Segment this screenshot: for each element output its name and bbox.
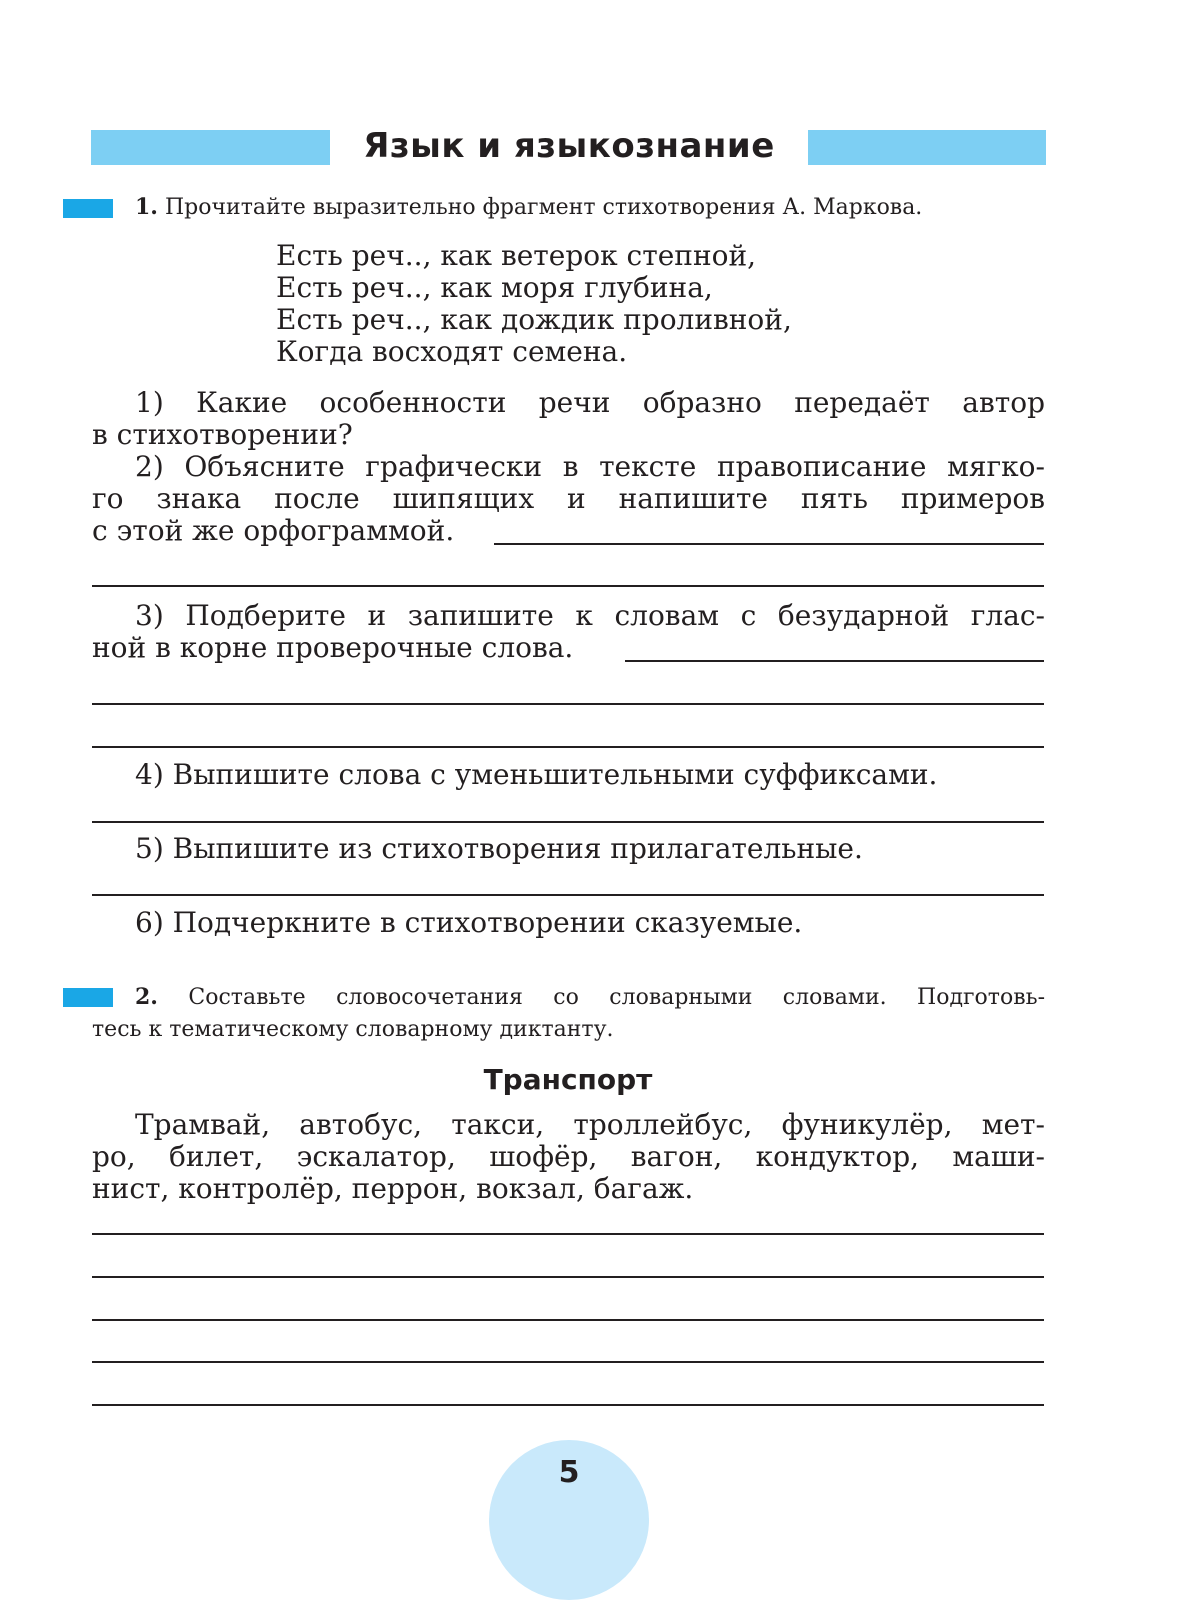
answer-line[interactable]: [92, 1233, 1044, 1235]
answer-line[interactable]: [92, 585, 1044, 587]
poem-line: Когда восходят семена.: [276, 335, 628, 368]
task-2-instruction-line-1: [135, 984, 1045, 1010]
task-1-number: 1.: [135, 194, 158, 220]
task-1-marker: [63, 199, 113, 218]
answer-line[interactable]: [494, 543, 1044, 545]
answer-line[interactable]: [92, 1404, 1044, 1406]
header-bar-left: [91, 130, 330, 165]
page-number: 5: [558, 1455, 580, 1490]
question-3-line-2: ной в корне проверочные слова.: [92, 631, 574, 664]
vocabulary-line-2: ро, билет, эскалатор, шофёр, вагон, кондуктор, маши-: [92, 1140, 1045, 1173]
question-2-line-1: 2) Объясните графически в тексте правописание мягко-: [135, 450, 1045, 483]
task-2-number: 2.: [135, 984, 158, 1010]
answer-line[interactable]: [92, 1319, 1044, 1321]
task-2-marker: [63, 988, 113, 1007]
poem-line: Есть реч.., как дождик проливной,: [276, 303, 792, 336]
vocabulary-line-1: Трамвай, автобус, такси, троллейбус, фуникулёр, мет-: [135, 1108, 1045, 1141]
task-2-instruction-line-2: тесь к тематическому словарному диктанту.: [92, 1017, 614, 1042]
poem: [276, 240, 792, 368]
vocabulary-line-3: нист, контролёр, перрон, вокзал, багаж.: [92, 1172, 694, 1205]
poem-line: Есть реч.., как ветерок степной,: [276, 239, 757, 272]
question-2-line-2: го знака после шипящих и напишите пять примеров: [92, 482, 1045, 515]
answer-line[interactable]: [625, 660, 1044, 662]
section-subtitle: Транспорт: [483, 1063, 653, 1096]
poem-line: Есть реч.., как моря глубина,: [276, 271, 713, 304]
page-title: Язык и языкознание: [363, 126, 775, 166]
answer-line[interactable]: [92, 1361, 1044, 1363]
question-1-line-1: 1) Какие особенности речи образно передаёт автор: [135, 386, 1045, 419]
header-bar-right: [808, 130, 1046, 165]
question-6: 6) Подчеркните в стихотворении сказуемые.: [135, 906, 803, 939]
question-2-line-3: с этой же орфограммой.: [92, 514, 455, 547]
task-2-instruction-text: Составьте словосочетания со словарными словами. Подготовь-: [188, 985, 1045, 1010]
question-4: 4) Выпишите слова с уменьшительными суффиксами.: [135, 758, 938, 791]
question-3-line-1: 3) Подберите и запишите к словам с безударной глас-: [135, 599, 1045, 632]
question-5: 5) Выпишите из стихотворения прилагательные.: [135, 832, 863, 865]
question-1-line-2: в стихотворении?: [92, 418, 353, 451]
answer-line[interactable]: [92, 821, 1044, 823]
answer-line[interactable]: [92, 894, 1044, 896]
answer-line[interactable]: [92, 703, 1044, 705]
answer-line[interactable]: [92, 746, 1044, 748]
task-1-instruction-text: Прочитайте выразительно фрагмент стихотворения А. Маркова.: [164, 195, 923, 220]
task-1-instruction: [135, 194, 922, 220]
answer-line[interactable]: [92, 1276, 1044, 1278]
